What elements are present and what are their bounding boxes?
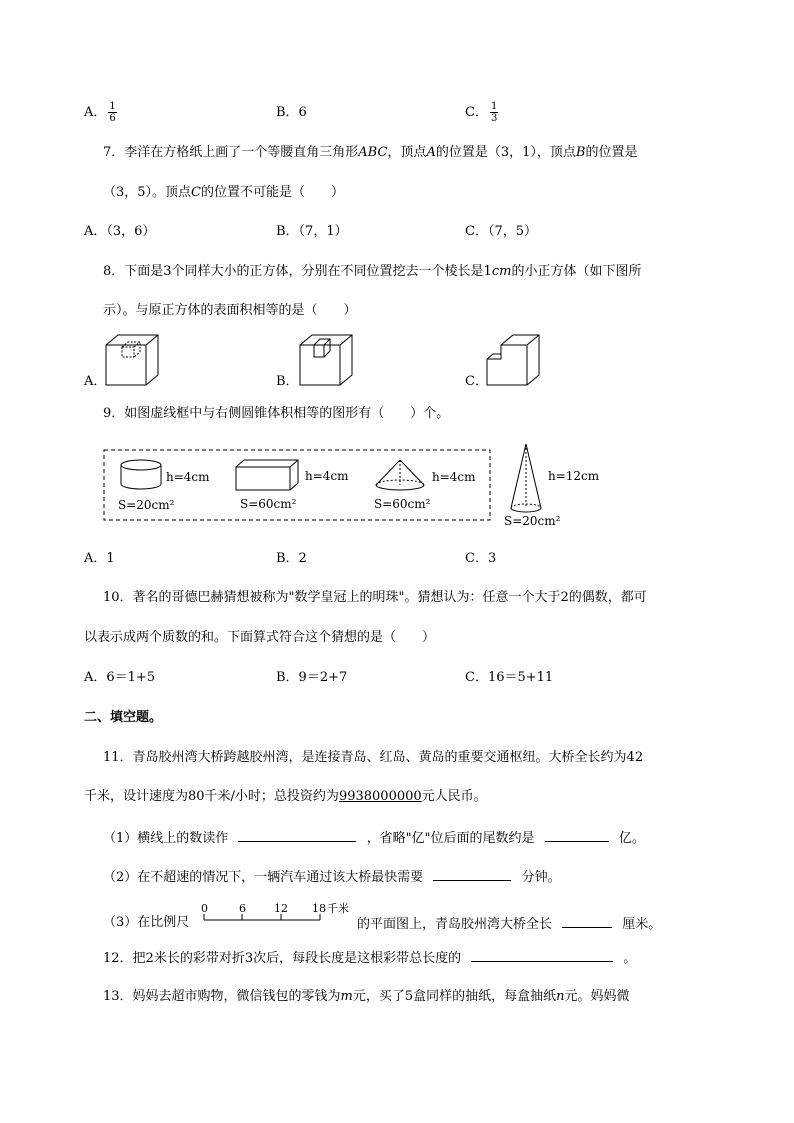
- q8-option-a: A．: [84, 374, 107, 389]
- cone-tall-area-label: S=20cm²: [504, 514, 561, 528]
- scale-bar: [196, 900, 358, 936]
- q6-option-c: C． $\frac{1}{3}$: [465, 101, 498, 124]
- q13-line: 13．妈妈去超市购物，微信钱包的零钱为m元，买了5盒同样的抽纸，每盒抽纸n元。妈妈微: [103, 989, 630, 1004]
- q10-line1: 10．著名的哥德巴赫猜想被称为"数学皇冠上的明珠"。猜想认为：任意一个大于2的偶数，都可: [103, 590, 647, 605]
- answer-blank-approx[interactable]: [545, 827, 609, 842]
- q8-option-c: C．: [465, 374, 488, 389]
- q7-line1: 7．李洋在方格纸上画了一个等腰直角三角形ABC，顶点A的位置是（3，1），顶点B的位置是: [103, 145, 638, 160]
- q8-option-b: B．: [276, 374, 299, 389]
- cone-tall-height-label: h=12cm: [548, 469, 600, 483]
- q9-option-b: B．2: [276, 551, 307, 566]
- q6-option-a: A． $\frac{1}{6}$: [84, 101, 116, 124]
- fraction: $\frac{1}{3}$: [490, 101, 498, 124]
- cube-a-figure: [104, 333, 160, 389]
- q8-line1: 8．下面是3个同样大小的正方体，分别在不同位置挖去一个棱长是1cm的小正方体（如下图所: [103, 264, 642, 279]
- cylinder-height-label: h=4cm: [166, 470, 210, 484]
- q10-line2: 以表示成两个质数的和。下面算式符合这个猜想的是（ ）: [84, 630, 436, 645]
- q11-part3-suffix: 的平面图上，青岛胶州湾大桥全长 厘米。: [357, 913, 661, 935]
- q9-line: 9．如图虚线框中与右侧圆锥体积相等的图形有（ ）个。: [103, 406, 450, 421]
- q10-option-b: B．9＝2+7: [276, 670, 348, 685]
- cone-small-shape: [376, 460, 424, 490]
- q6-option-b: B．6: [276, 105, 307, 120]
- q9-option-c: C．3: [465, 551, 497, 566]
- cube-c-figure: [485, 333, 541, 389]
- answer-blank-reading[interactable]: [238, 827, 356, 842]
- answer-blank-fraction[interactable]: [471, 947, 613, 962]
- cylinder-shape: [121, 460, 161, 489]
- cuboid-height-label: h=4cm: [305, 469, 349, 483]
- q10-option-c: C．16＝5+11: [465, 670, 554, 685]
- q8-line2: 示）。与原正方体的表面积相等的是（ ）: [103, 303, 357, 318]
- section-title: 二、填空题。: [84, 710, 163, 725]
- q11-part2: （2）在不超速的情况下，一辆汽车通过该大桥最快需要 分钟。: [103, 866, 561, 888]
- q7-option-a: A．（3，6）: [84, 224, 156, 239]
- q9-option-a: A．1: [84, 551, 115, 566]
- q12-line: 12．把2米长的彩带对折3次后，每段长度是这根彩带总长度的 。: [103, 947, 636, 969]
- q9-figure: [100, 440, 620, 532]
- q11-line2: 千米，设计速度为80千米/小时；总投资约为9938000000元人民币。: [84, 789, 487, 804]
- q11-part3-prefix: （3）在比例尺: [103, 915, 190, 930]
- scale-tick-12: 12: [274, 902, 288, 915]
- scale-tick-6: 6: [239, 902, 246, 915]
- answer-blank-cm[interactable]: [562, 913, 612, 928]
- q11-line1: 11．青岛胶州湾大桥跨越胶州湾，是连接青岛、红岛、黄岛的重要交通枢纽。大桥全长约为42: [103, 750, 644, 765]
- cube-b-figure: [298, 333, 354, 389]
- cuboid-area-label: S=60cm²: [240, 497, 297, 511]
- scale-tick-18: 18: [312, 902, 326, 915]
- scale-unit: 千米: [327, 902, 349, 915]
- q7-option-b: B．（7，1）: [276, 224, 348, 239]
- cone-tall-shape: [511, 444, 541, 512]
- investment-amount: 9938000000: [338, 789, 422, 804]
- scale-tick-0: 0: [201, 902, 208, 915]
- cone-small-area-label: S=60cm²: [374, 497, 431, 511]
- cuboid-shape: [236, 460, 298, 490]
- q11-part1: （1）横线上的数读作 ，省略"亿"位后面的尾数约是 亿。: [103, 827, 645, 849]
- fraction: $\frac{1}{6}$: [109, 101, 116, 124]
- cylinder-area-label: S=20cm²: [118, 498, 175, 512]
- answer-blank-minutes[interactable]: [433, 866, 511, 881]
- q7-line2: （3，5）。顶点C的位置不可能是（ ）: [103, 185, 345, 200]
- q7-option-c: C．（7，5）: [465, 224, 537, 239]
- cone-small-height-label: h=4cm: [432, 470, 476, 484]
- q10-option-a: A．6＝1+5: [84, 670, 156, 685]
